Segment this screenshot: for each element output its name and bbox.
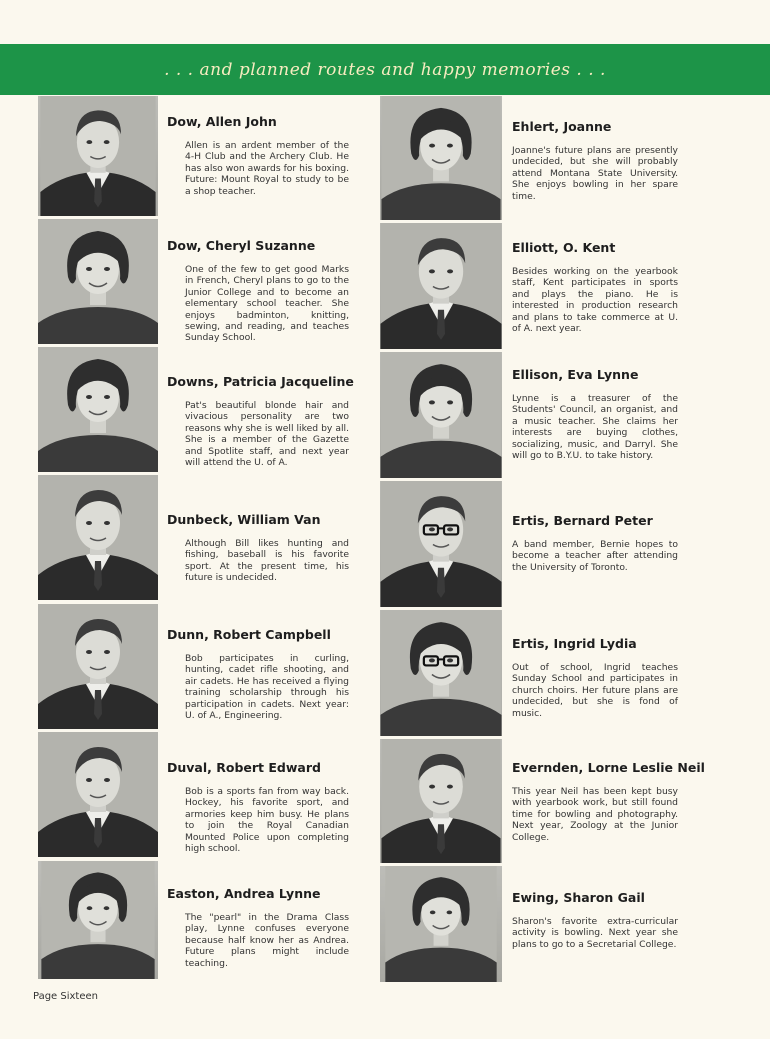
student-bio: Lynne is a treasurer of the Students' Council, an organist, and a music teacher. She claims her interests are buying clothes, socializing, music, and Darryl. She will go to B.Y.U. to take history. — [512, 393, 678, 462]
student-bio: Joanne's future plans are presently undecided, but she will probably attend Montana State University. She enjoys bowling in her spare time. — [512, 145, 678, 202]
student-name: Ewing, Sharon Gail — [512, 890, 645, 905]
student-entry-dunbeck-william — [167, 512, 349, 584]
student-bio: This year Neil has been kept busy with yearbook work, but still found time for bowling and photography. Next year, Zoology at the Junior College. — [512, 786, 678, 843]
student-photo-ertis-bernard — [380, 481, 502, 607]
student-name: Dow, Cheryl Suzanne — [167, 238, 316, 253]
student-name: Dow, Allen John — [167, 114, 277, 129]
student-entry-dunn-robert — [167, 627, 349, 721]
student-bio: Allen is an ardent member of the 4-H Club and the Archery Club. He has also won awards for his boxing. Future: Mount Royal to study to be a shop teacher. — [185, 140, 349, 197]
student-entry-ertis-bernard — [512, 513, 678, 573]
student-entry-duval-robert — [167, 760, 349, 854]
student-photo-evernden-lorne — [380, 739, 502, 863]
student-bio: Although Bill likes hunting and fishing, baseball is his favorite sport. At the present time, his future is undecided. — [185, 538, 349, 584]
student-photo-ertis-ingrid — [380, 610, 502, 736]
student-bio: A band member, Bernie hopes to become a teacher after attending the University of Toronto. — [512, 539, 678, 573]
student-name: Dunbeck, William Van — [167, 512, 321, 527]
student-name: Dunn, Robert Campbell — [167, 627, 331, 642]
student-photo-dow-allen — [38, 96, 158, 216]
student-bio: Sharon's favorite extra-curricular activity is bowling. Next year she plans to go to a Secretarial College. — [512, 916, 678, 950]
student-bio: Bob is a sports fan from way back. Hockey, his favorite sport, and armories keep him busy. He plans to join the Royal Canadian Mounted Police upon completing high school. — [185, 786, 349, 855]
student-name: Easton, Andrea Lynne — [167, 886, 321, 901]
student-photo-ellison-eva — [380, 352, 502, 478]
student-photo-ewing-sharon — [380, 866, 502, 982]
student-photo-elliott-kent — [380, 223, 502, 349]
student-entry-dow-allen — [167, 114, 349, 197]
student-bio: Out of school, Ingrid teaches Sunday School and participates in church choirs. Her future plans are undecided, but she is fond of music. — [512, 662, 678, 719]
student-name: Ehlert, Joanne — [512, 119, 612, 134]
student-name: Ellison, Eva Lynne — [512, 367, 639, 382]
student-name: Evernden, Lorne Leslie Neil — [512, 760, 705, 775]
student-name: Downs, Patricia Jacqueline — [167, 374, 354, 389]
student-photo-duval-robert — [38, 732, 158, 857]
student-bio: Besides working on the yearbook staff, Kent participates in sports and plays the piano. He is interested in production research and plans to take commerce at U. of A. next year. — [512, 266, 678, 335]
student-photo-dunbeck-william — [38, 475, 158, 600]
student-photo-downs-patricia — [38, 347, 158, 472]
student-entry-dow-cheryl — [167, 238, 349, 344]
student-entry-downs-patricia — [167, 374, 354, 468]
student-entry-evernden-lorne — [512, 760, 705, 843]
student-bio: One of the few to get good Marks in French, Cheryl plans to go to the Junior College and to become an elementary school teacher. She enjoys badminton, knitting, sewing, and reading, and teaches Sunday School. — [185, 264, 349, 344]
page-number: Page Sixteen — [33, 991, 98, 1002]
student-bio: Pat's beautiful blonde hair and vivacious personality are two reasons why she is well liked by all. She is a member of the Gazette and Spotlite staff, and next year will attend the U. of A. — [185, 400, 349, 469]
student-entry-ertis-ingrid — [512, 636, 678, 719]
student-name: Ertis, Ingrid Lydia — [512, 636, 637, 651]
student-entry-ellison-eva — [512, 367, 678, 461]
student-bio: Bob participates in curling, hunting, cadet rifle shooting, and air cadets. He has received a flying training scholarship through his participation in cadets. Next year: U. of A., Engineering. — [185, 653, 349, 722]
header-banner — [0, 44, 770, 95]
student-entry-easton-andrea — [167, 886, 349, 969]
student-name: Ertis, Bernard Peter — [512, 513, 653, 528]
student-photo-dunn-robert — [38, 604, 158, 729]
student-name: Elliott, O. Kent — [512, 240, 616, 255]
student-entry-ehlert-joanne — [512, 119, 678, 202]
student-entry-ewing-sharon — [512, 890, 678, 950]
student-photo-dow-cheryl — [38, 219, 158, 344]
banner-caption: . . . and planned routes and happy memories . . . — [164, 60, 606, 80]
student-entry-elliott-kent — [512, 240, 678, 334]
student-photo-easton-andrea — [38, 861, 158, 979]
student-name: Duval, Robert Edward — [167, 760, 321, 775]
student-photo-ehlert-joanne — [380, 96, 502, 220]
student-bio: The "pearl" in the Drama Class play, Lynne confuses everyone because half know her as Andrea. Future plans might include teaching. — [185, 912, 349, 969]
